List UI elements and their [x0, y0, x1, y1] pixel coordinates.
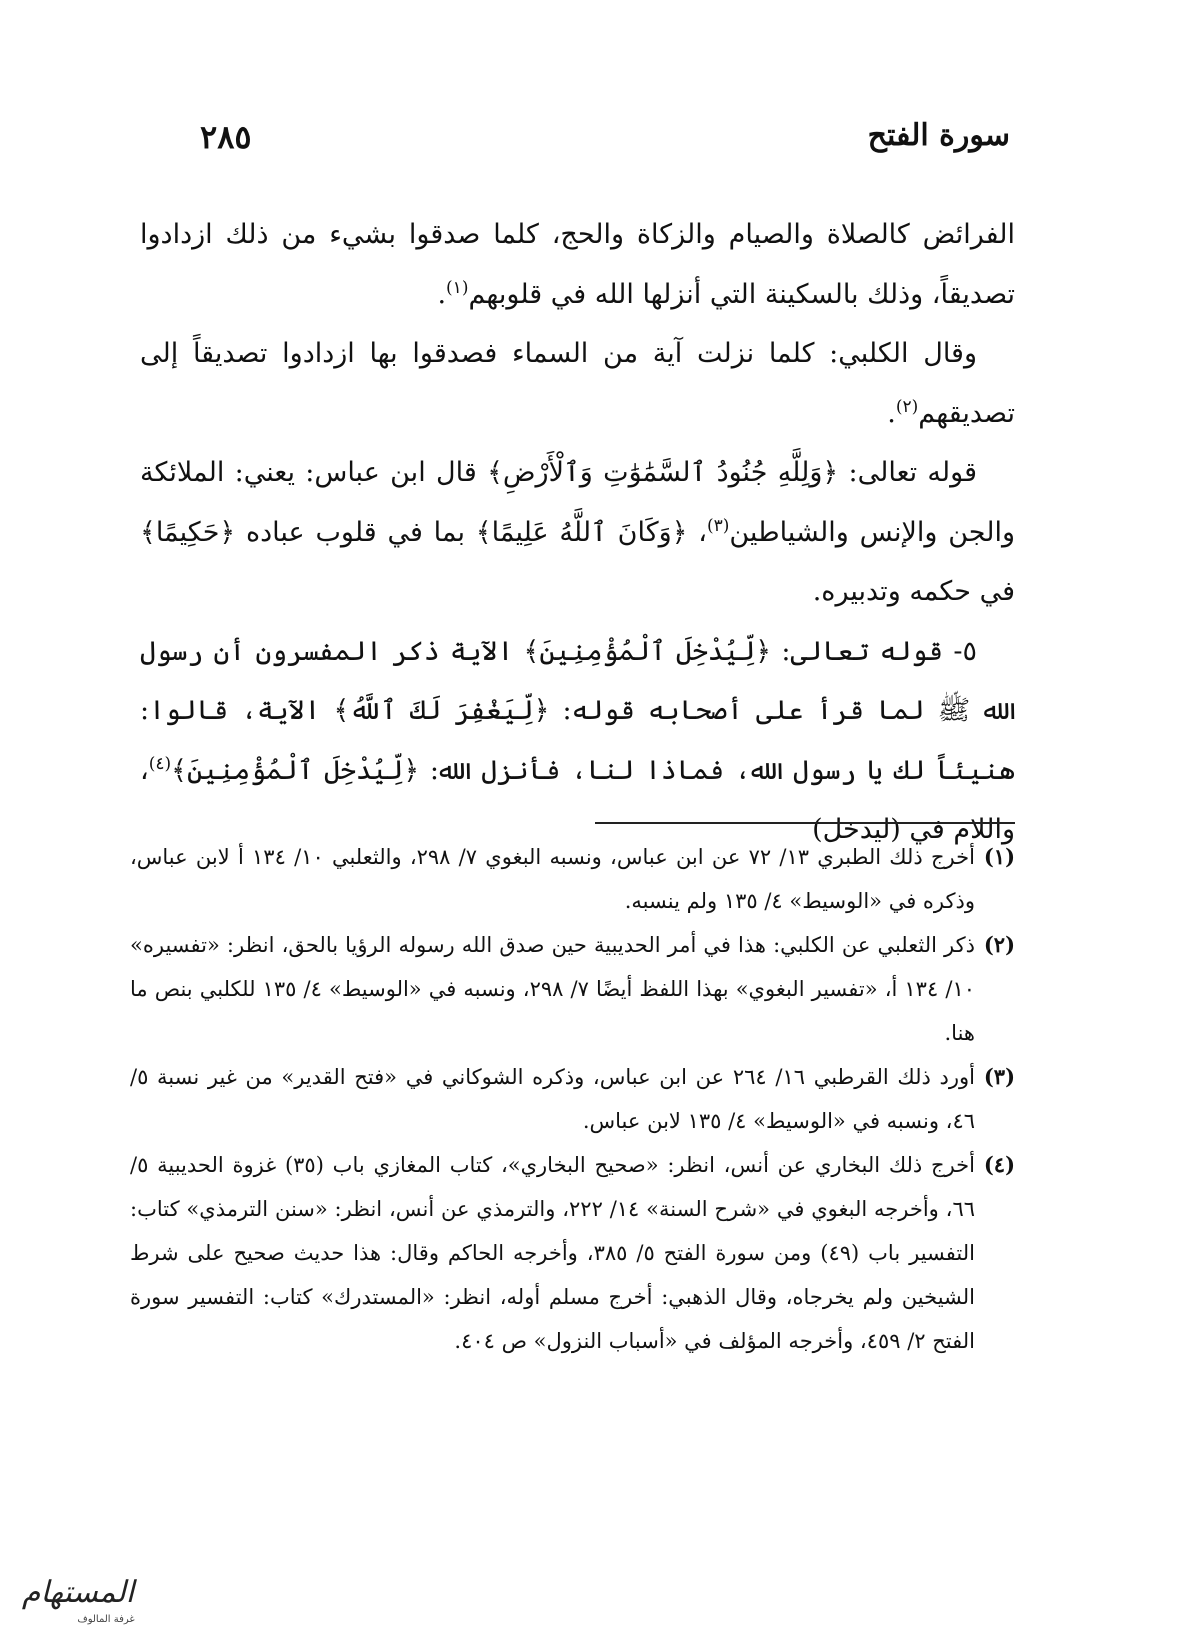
footnote-divider — [595, 822, 1015, 824]
watermark-text: المستهام — [21, 1575, 135, 1610]
watermark-subtext: غرفة المالوف — [77, 1614, 135, 1625]
paragraph: الفرائض كالصلاة والصيام والزكاة والحج، كلما صدقوا بشيء من ذلك ازدادوا تصديقاً، وذلك بالسكينة التي أنزلها الله في قلوبهم$^{(١)}$. — [140, 219, 1015, 310]
running-header — [200, 118, 1010, 168]
page-number: ٢٨٥ — [200, 118, 252, 156]
footnote — [130, 835, 1015, 923]
footnote-number: (٢) — [983, 932, 1015, 957]
footnote-text: أخرج ذلك الطبري ١٣/ ٧٢ عن ابن عباس، ونسبه البغوي ٧/ ٢٩٨، والثعلبي ١٠/ ١٣٤ أ لابن عباس، وذكره في «الوسيط» ٤/ ١٣٥ ولم ينسبه. — [130, 845, 975, 913]
surah-title: سورة الفتح — [867, 118, 1010, 153]
footnote-number: (٣) — [983, 1064, 1015, 1089]
footnote-text: أورد ذلك القرطبي ١٦/ ٢٦٤ عن ابن عباس، وذكره الشوكاني في «فتح القدير» من غير نسبة ٥/ ٤٦، ونسبه في «الوسيط» ٤/ ١٣٥ لابن عباس. — [130, 1065, 975, 1133]
footnote-number: (١) — [983, 844, 1015, 869]
footnote — [130, 1143, 1015, 1363]
paragraph: وقال الكلبي: كلما نزلت آية من السماء فصدقوا بها ازدادوا تصديقاً إلى تصديقهم$^{(٢)}$. — [140, 338, 1015, 429]
footnote-marker: (٢) — [895, 396, 919, 417]
footnote-text: أخرج ذلك البخاري عن أنس، انظر: «صحيح البخاري»، كتاب المغازي باب (٣٥) غزوة الحديبية ٥/ ٦٦، وأخرجه البغوي في «شرح السنة» ١٤/ ٢٢٢، والترمذي عن أنس، انظر: «سنن الترمذي» كتاب: التفسير باب (٤٩) ومن سورة الفتح ٥/ ٣٨٥، وأخرجه الحاكم وقال: هذا حديث صحيح على شرط الشيخين ولم يخرجاه، وقال الذهبي: أخرج مسلم أوله، انظر: «المستدرك» كتاب: التفسير سورة الفتح ٢/ ٤٥٩، وأخرجه المؤلف في «أسباب النزول» ص ٤٠٤. — [130, 1153, 976, 1353]
footnote-marker: (٤) — [148, 753, 172, 774]
footnote — [130, 1055, 1015, 1143]
footnotes — [130, 835, 1015, 1363]
footnote-marker: (٣) — [706, 515, 730, 536]
footnote-number: (٤) — [983, 1152, 1015, 1177]
paragraph: ٥- قوله تعالى: ﴿لِّيُدْخِلَ ٱلْمُؤْمِنِينَ﴾ الآية ذكر المفسرون أن رسول الله ﷺ لما قرأ على أصحابه قوله: ﴿لِّيَغْفِرَ لَكَ ٱللَّهُ﴾ الآية، قالوا: هنيئاً لك يا رسول الله، فماذا لنا، فأنزل الله: ﴿لِّيُدْخِلَ ٱلْمُؤْمِنِينَ﴾$^{(٤)}$، واللام في (ليدخل) — [140, 635, 1015, 845]
main-text — [140, 205, 1015, 860]
footnote-text: ذكر الثعلبي عن الكلبي: هذا في أمر الحديبية حين صدق الله رسوله الرؤيا بالحق، انظر: «تفسيره» ١٠/ ١٣٤ أ، «تفسير البغوي» بهذا اللفظ أيضًا ٧/ ٢٩٨، ونسبه في «الوسيط» ٤/ ١٣٥ للكلبي بنص ما هنا. — [130, 933, 975, 1045]
paragraph: قوله تعالى: ﴿وَلِلَّهِ جُنُودُ ٱلسَّمَٰوَٰتِ وَٱلْأَرْضِ﴾ قال ابن عباس: يعني: الملائكة والجن والإنس والشياطين$^{(٣)}$، ﴿وَكَانَ ٱللَّهُ عَلِيمًا﴾ بما في قلوب عباده ﴿حَكِيمًا﴾ في حكمه وتدبيره. — [140, 457, 1015, 607]
watermark-logo — [18, 1566, 138, 1628]
footnote — [130, 923, 1015, 1055]
footnote-marker: (١) — [446, 277, 469, 298]
